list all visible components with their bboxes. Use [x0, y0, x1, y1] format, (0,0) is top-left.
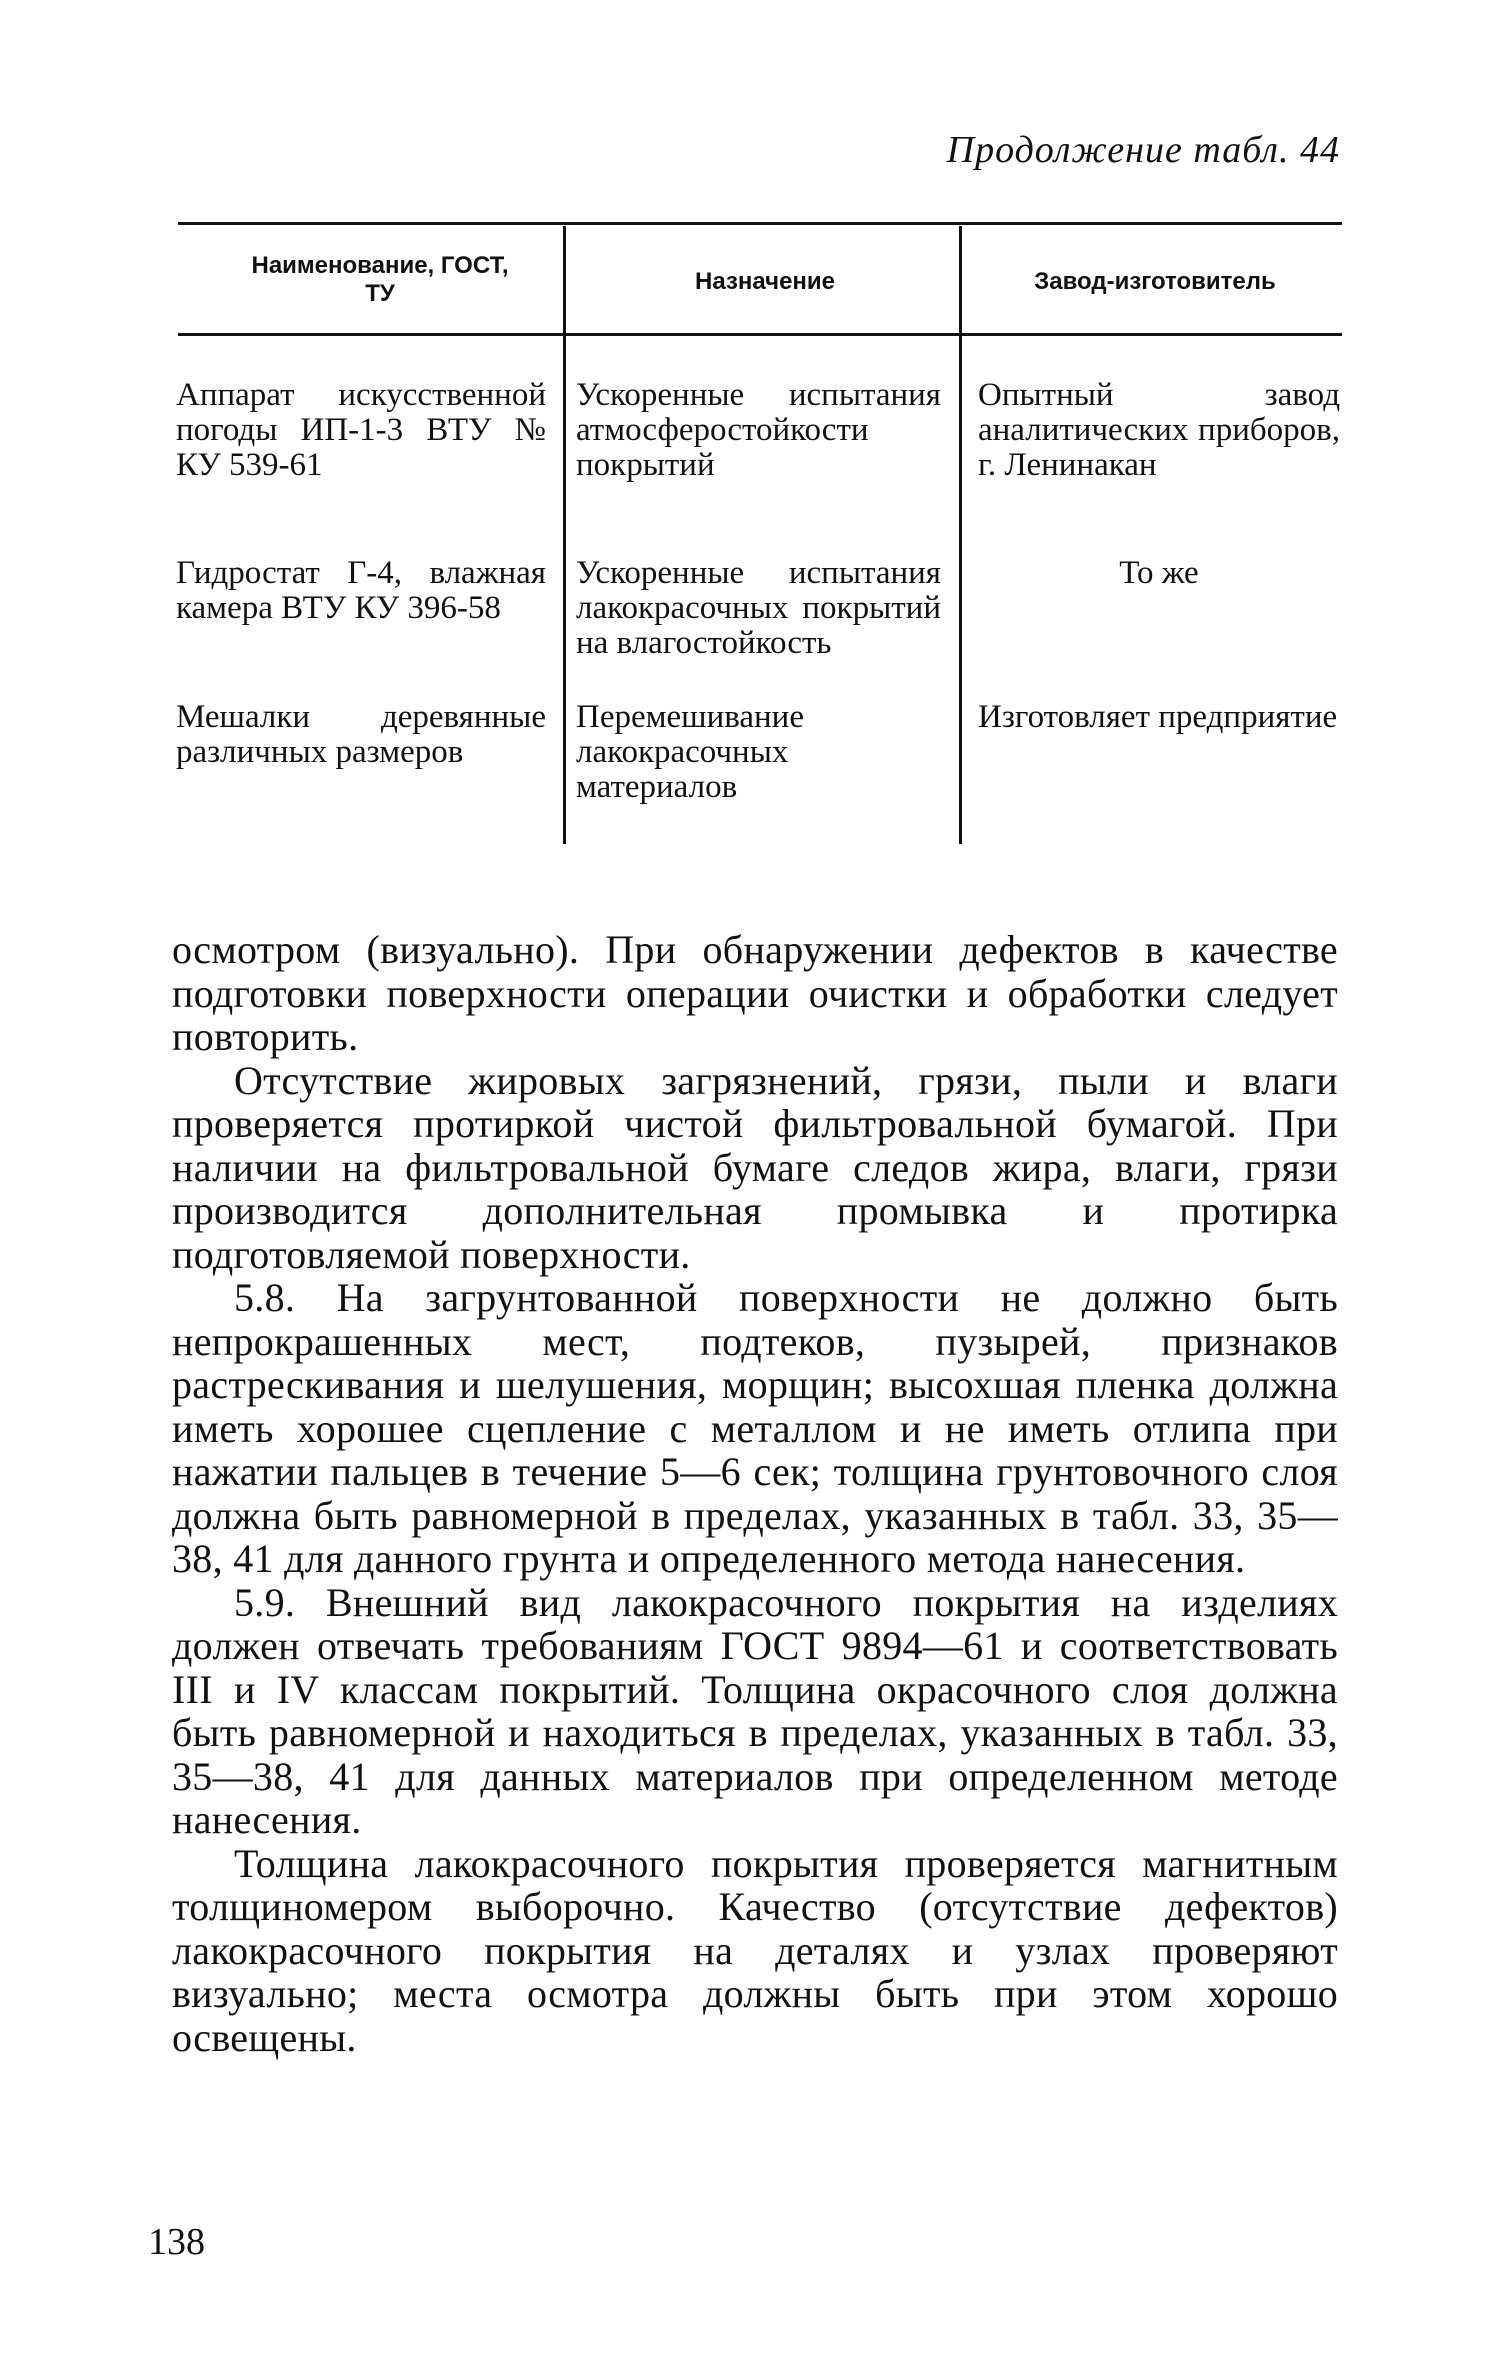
table-cell-manufacturer: Опытный завод аналитических приборов, г. Ленинакан	[978, 377, 1340, 483]
column-header-manufacturer: Завод-изготовитель	[1034, 268, 1276, 295]
column-header-name: Наименование, ГОСТ, ТУ	[251, 252, 509, 307]
table-cell-name: Мешалки деревянные различных размеров	[176, 699, 546, 770]
table-cell-purpose: Перемешивание лакокрасочных материалов	[576, 699, 804, 805]
table-cell-purpose: Ускоренные испытания лакокрасочных покрытий на влагостойкость	[576, 555, 941, 661]
table-cell-manufacturer: То же	[1119, 555, 1199, 591]
column-divider-1	[563, 226, 566, 844]
table-continuation-caption: Продолжение табл. 44	[946, 129, 1340, 171]
column-divider-2	[959, 226, 962, 844]
body-text	[172, 928, 1338, 2059]
column-header-purpose: Назначение	[694, 268, 836, 295]
paragraph-5-9: 5.9. Внешний вид лакокрасочного покрытия на изделиях должен отвечать требованиям ГОСТ 9894—61 и соответствовать III и IV классам покрытий. Толщина окрасочного слоя должна быть равномерной и находиться в пределах, указанных в табл. 33, 35—38, 41 для данных материалов при определенном методе нанесения.	[172, 1579, 1338, 1842]
table-cell-name: Гидростат Г-4, влажная камера ВТУ КУ 396-58	[176, 555, 546, 626]
table-cell-manufacturer: Изготовляет предприятие	[978, 699, 1338, 735]
table-header-rule	[178, 333, 1342, 336]
page-number: 138	[148, 2221, 205, 2263]
paragraph: Отсутствие жировых загрязнений, грязи, пыли и влаги проверяется протиркой чистой фильтровальной бумагой. При наличии на фильтровальной бумаге следов жира, влаги, грязи производится дополнительная промывка и протирка подготовляемой поверхности.	[172, 1057, 1338, 1277]
paragraph-5-8: 5.8. На загрунтованной поверхности не должно быть непрокрашенных мест, подтеков, пузырей, признаков растрескивания и шелушения, морщин; высохшая пленка должна иметь хорошее сцепление с металлом и не иметь отлипа при нажатии пальцев в течение 5—6 сек; толщина грунтовочного слоя должна быть равномерной в пределах, указанных в табл. 33, 35—38, 41 для данного грунта и определенного метода нанесения.	[172, 1275, 1338, 1581]
table-cell-name: Аппарат искусственной погоды ИП-1-3 ВТУ № КУ 539-61	[176, 377, 546, 483]
table-top-rule	[178, 222, 1342, 225]
table-cell-purpose: Ускоренные испытания атмосферостойкости покрытий	[576, 377, 941, 483]
paragraph: осмотром (визуально). При обнаружении дефектов в качестве подготовки поверхности операции очистки и обработки следует повторить.	[172, 927, 1338, 1059]
paragraph: Толщина лакокрасочного покрытия проверяется магнитным толщиномером выборочно. Качество (отсутствие дефектов) лакокрасочного покрытия на деталях и узлах проверяют визуально; места осмотра должны быть при этом хорошо освещены.	[172, 1840, 1338, 2060]
